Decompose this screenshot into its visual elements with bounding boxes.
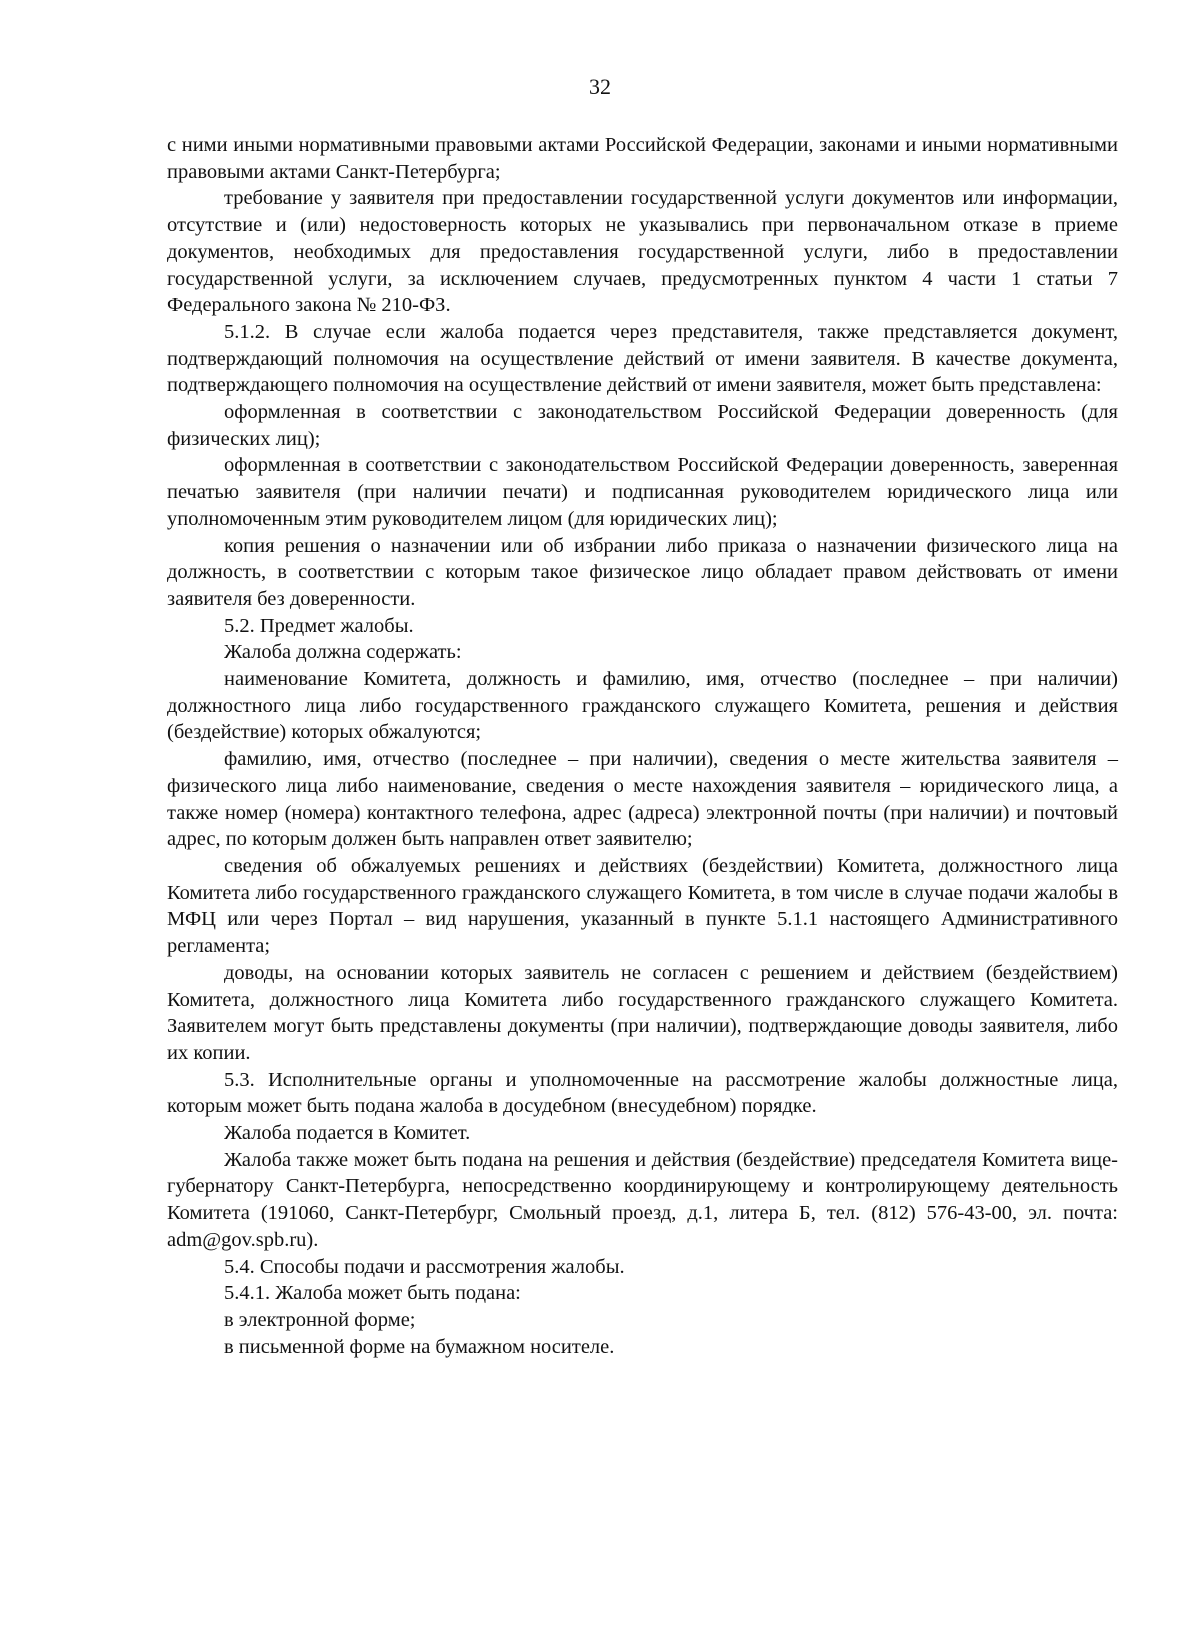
paragraph: 5.4.1. Жалоба может быть подана: (224, 1282, 521, 1305)
section-heading: 5.3. Исполнительные органы и уполномоченные на рассмотрение жалобы должностные лица, которым может быть подана жалоба в досудебном (внесудебном) порядке. (167, 1068, 1118, 1118)
paragraph: Жалоба подается в Комитет. (224, 1122, 471, 1145)
paragraph: 5.1.2. В случае если жалоба подается через представителя, также представляется документ, подтверждающий полномочия на осуществление действий от имени заявителя. В качестве документа, подтверждающего полномочия на осуществление действий от имени заявителя, может быть представлена: (167, 320, 1118, 397)
paragraph: доводы, на основании которых заявитель не согласен с решением и действием (бездействием) Комитета, должностного лица Комитета либо государственного гражданского служащего Комитета. Заявителем могут быть представлены документы (при наличии), подтверждающие доводы заявителя, либо их копии. (167, 961, 1118, 1064)
paragraph: наименование Комитета, должность и фамилию, имя, отчество (последнее – при наличии) должностного лица либо государственного гражданского служащего Комитета, решения и действия (бездействие) которых обжалуются; (167, 668, 1118, 744)
section-heading: 5.4. Способы подачи и рассмотрения жалобы. (224, 1255, 625, 1278)
paragraph: фамилию, имя, отчество (последнее – при наличии), сведения о месте жительства заявителя – физического лица либо наименование, сведения о месте нахождения заявителя – юридического лица, а также номер (номера) контактного телефона, адрес (адреса) электронной почты (при наличии) и почтовый адрес, по которым должен быть направлен ответ заявителю; (167, 748, 1118, 851)
paragraph: оформленная в соответствии с законодательством Российской Федерации доверенность (для физических лиц); (167, 401, 1118, 450)
document-body (167, 132, 1118, 1360)
paragraph: в письменной форме на бумажном носителе. (224, 1335, 615, 1358)
paragraph: копия решения о назначении или об избрании либо приказа о назначении физического лица на должность, в соответствии с которым такое физическое лицо обладает правом действовать от имени заявителя без доверенности. (167, 534, 1118, 610)
paragraph: Жалоба также может быть подана на решения и действия (бездействие) председателя Комитета вице-губернатору Санкт-Петербурга, непосредственно координирующему и контролирующему деятельность Комитета (191060, Санкт-Петербург, Смольный проезд, д.1, литера Б, тел. (812) 576-43-00, эл. почта: adm@gov.spb.ru). (167, 1148, 1118, 1251)
page-number: 32 (589, 74, 611, 99)
paragraph: оформленная в соответствии с законодательством Российской Федерации доверенность, заверенная печатью заявителя (при наличии печати) и подписанная руководителем юридического лица или уполномоченным этим руководителем лицом (для юридических лиц); (167, 454, 1118, 530)
paragraph: в электронной форме; (224, 1308, 416, 1331)
paragraph: требование у заявителя при предоставлении государственной услуги документов или информации, отсутствие и (или) недостоверность которых не указывались при первоначальном отказе в приеме документов, необходимых для предоставления государственной услуги, либо в предоставлении государственной услуги, за исключением случаев, предусмотренных пунктом 4 части 1 статьи 7 Федерального закона № 210-ФЗ. (167, 187, 1118, 317)
paragraph: сведения об обжалуемых решениях и действиях (бездействии) Комитета, должностного лица Комитета либо государственного гражданского служащего Комитета, в том числе в случае подачи жалобы в МФЦ или через Портал – вид нарушения, указанный в пункте 5.1.1 настоящего Административного регламента; (167, 854, 1118, 958)
paragraph: Жалоба должна содержать: (224, 641, 462, 664)
section-heading: 5.2. Предмет жалобы. (224, 614, 414, 637)
paragraph: с ними иными нормативными правовыми актами Российской Федерации, законами и иными нормативными правовыми актами Санкт-Петербурга; (167, 134, 1118, 183)
